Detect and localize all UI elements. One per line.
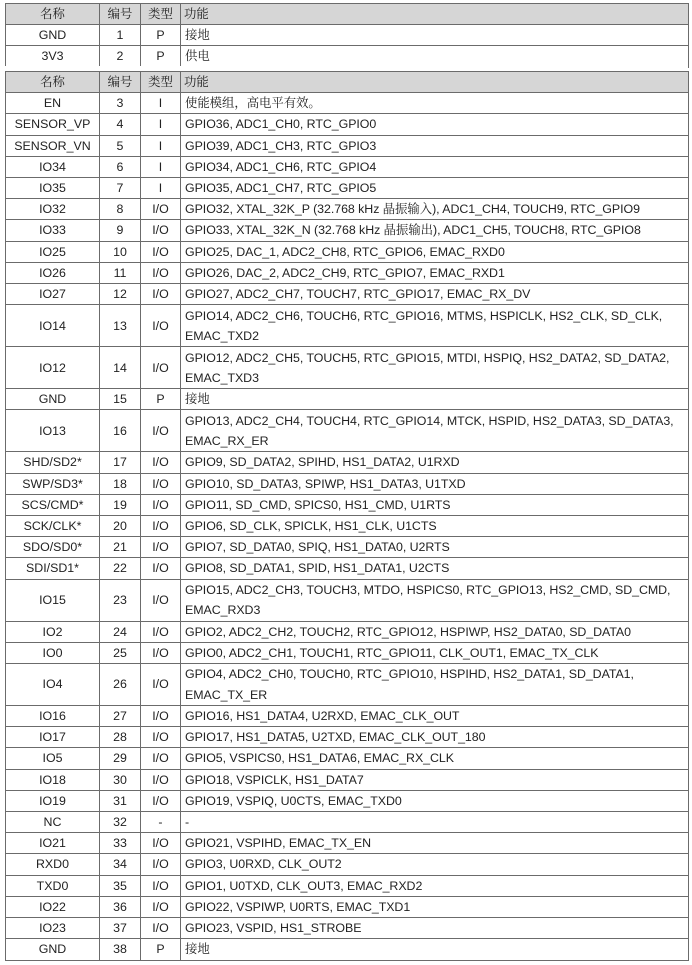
pin-number-cell: 27 (100, 706, 141, 727)
table-row (6, 262, 689, 283)
pin-function-cell: - (181, 812, 689, 833)
table-row (6, 284, 689, 305)
pin-function-cell: GPIO16, HS1_DATA4, U2RXD, EMAC_CLK_OUT (181, 706, 689, 727)
pin-name-cell: IO2 (6, 621, 100, 642)
pin-function-cell: 供电 (181, 46, 689, 67)
table-row (6, 389, 689, 410)
pin-function-cell: GPIO25, DAC_1, ADC2_CH8, RTC_GPIO6, EMAC_RXD0 (181, 241, 689, 262)
table-row (6, 114, 689, 135)
pin-name-cell: IO5 (6, 748, 100, 769)
pin-number-cell: 4 (100, 114, 141, 135)
table-row (6, 621, 689, 642)
pin-name-cell: IO23 (6, 918, 100, 939)
pin-name-cell: IO26 (6, 262, 100, 283)
pin-name-cell: SCK/CLK* (6, 516, 100, 537)
pin-name-cell: GND (6, 939, 100, 960)
pin-number-cell: 28 (100, 727, 141, 748)
pin-number-cell: 20 (100, 516, 141, 537)
pin-number-cell: 18 (100, 473, 141, 494)
pin-name-cell: TXD0 (6, 875, 100, 896)
table-row (6, 135, 689, 156)
pin-number-cell: 17 (100, 452, 141, 473)
gpio-pin-table (5, 71, 689, 961)
pin-number-cell: 7 (100, 178, 141, 199)
table-row (6, 25, 689, 46)
pin-name-cell: IO32 (6, 199, 100, 220)
pin-function-cell: 接地 (181, 25, 689, 46)
pin-function-cell: 接地 (181, 389, 689, 410)
pin-number-cell: 23 (100, 579, 141, 621)
table-row (6, 410, 689, 452)
table-row (6, 220, 689, 241)
table-row (6, 537, 689, 558)
table-row (6, 452, 689, 473)
table-row (6, 516, 689, 537)
table-row (6, 494, 689, 515)
table-row (6, 156, 689, 177)
pin-function-cell: GPIO27, ADC2_CH7, TOUCH7, RTC_GPIO17, EMAC_RX_DV (181, 284, 689, 305)
table-row (6, 748, 689, 769)
pin-type-cell: I/O (141, 558, 181, 579)
pin-number-cell: 15 (100, 389, 141, 410)
table-row (6, 706, 689, 727)
pin-name-cell: SCS/CMD* (6, 494, 100, 515)
pin-name-cell: IO34 (6, 156, 100, 177)
pin-name-cell: IO15 (6, 579, 100, 621)
pin-number-cell: 5 (100, 135, 141, 156)
table-row (6, 896, 689, 917)
pin-function-cell: GPIO36, ADC1_CH0, RTC_GPIO0 (181, 114, 689, 135)
table-row (6, 93, 689, 114)
pin-type-cell: P (141, 25, 181, 46)
pin-type-cell: I/O (141, 452, 181, 473)
pin-type-cell: I (141, 93, 181, 114)
pin-type-cell: P (141, 46, 181, 67)
pin-type-cell: I/O (141, 706, 181, 727)
pin-type-cell: I (141, 114, 181, 135)
header-function: 功能 (181, 4, 689, 25)
pin-type-cell: I/O (141, 516, 181, 537)
header-type: 类型 (141, 72, 181, 93)
table-row (6, 46, 689, 67)
pin-type-cell: P (141, 389, 181, 410)
power-table-header-row (6, 4, 689, 25)
table-row (6, 664, 689, 706)
table-row (6, 854, 689, 875)
pin-function-cell: GPIO35, ADC1_CH7, RTC_GPIO5 (181, 178, 689, 199)
pin-function-cell: GPIO5, VSPICS0, HS1_DATA6, EMAC_RX_CLK (181, 748, 689, 769)
pin-number-cell: 38 (100, 939, 141, 960)
pin-function-cell: GPIO7, SD_DATA0, SPIQ, HS1_DATA0, U2RTS (181, 537, 689, 558)
pin-type-cell: I/O (141, 347, 181, 389)
header-function: 功能 (181, 72, 689, 93)
pin-type-cell: I (141, 156, 181, 177)
pin-type-cell: I/O (141, 727, 181, 748)
pin-type-cell: I/O (141, 833, 181, 854)
pin-name-cell: GND (6, 389, 100, 410)
pin-number-cell: 31 (100, 790, 141, 811)
pin-function-cell: GPIO23, VSPID, HS1_STROBE (181, 918, 689, 939)
pin-number-cell: 9 (100, 220, 141, 241)
pin-function-cell: GPIO14, ADC2_CH6, TOUCH6, RTC_GPIO16, MTMS, HSPICLK, HS2_CLK, SD_CLK, EMAC_TXD2 (181, 305, 689, 347)
pin-type-cell: I/O (141, 621, 181, 642)
pin-name-cell: SWP/SD3* (6, 473, 100, 494)
table-row (6, 939, 689, 960)
table-row (6, 199, 689, 220)
pin-name-cell: SENSOR_VP (6, 114, 100, 135)
pin-type-cell: I (141, 135, 181, 156)
table-row (6, 812, 689, 833)
pin-function-cell: 使能模组，高电平有效。 (181, 93, 689, 114)
pin-name-cell: IO13 (6, 410, 100, 452)
pin-function-cell: GPIO11, SD_CMD, SPICS0, HS1_CMD, U1RTS (181, 494, 689, 515)
pin-number-cell: 13 (100, 305, 141, 347)
pin-name-cell: SHD/SD2* (6, 452, 100, 473)
pin-function-cell: GPIO0, ADC2_CH1, TOUCH1, RTC_GPIO11, CLK_OUT1, EMAC_TX_CLK (181, 642, 689, 663)
pin-number-cell: 25 (100, 642, 141, 663)
pin-function-cell: GPIO10, SD_DATA3, SPIWP, HS1_DATA3, U1TXD (181, 473, 689, 494)
pin-number-cell: 37 (100, 918, 141, 939)
pin-name-cell: IO16 (6, 706, 100, 727)
pin-number-cell: 22 (100, 558, 141, 579)
header-type: 类型 (141, 4, 181, 25)
pin-name-cell: IO12 (6, 347, 100, 389)
table-row (6, 642, 689, 663)
pin-name-cell: EN (6, 93, 100, 114)
pin-function-cell: GPIO9, SD_DATA2, SPIHD, HS1_DATA2, U1RXD (181, 452, 689, 473)
pin-number-cell: 36 (100, 896, 141, 917)
pin-function-cell: GPIO39, ADC1_CH3, RTC_GPIO3 (181, 135, 689, 156)
pin-number-cell: 19 (100, 494, 141, 515)
pin-number-cell: 16 (100, 410, 141, 452)
pin-number-cell: 8 (100, 199, 141, 220)
pin-name-cell: IO27 (6, 284, 100, 305)
pin-name-cell: IO35 (6, 178, 100, 199)
pin-number-cell: 26 (100, 664, 141, 706)
pin-name-cell: SDO/SD0* (6, 537, 100, 558)
table-row (6, 305, 689, 347)
pin-number-cell: 11 (100, 262, 141, 283)
pin-function-cell: GPIO8, SD_DATA1, SPID, HS1_DATA1, U2CTS (181, 558, 689, 579)
pin-type-cell: I/O (141, 664, 181, 706)
pin-type-cell: I/O (141, 875, 181, 896)
pin-function-cell: GPIO17, HS1_DATA5, U2TXD, EMAC_CLK_OUT_180 (181, 727, 689, 748)
header-number: 编号 (100, 4, 141, 25)
pin-function-cell: GPIO34, ADC1_CH6, RTC_GPIO4 (181, 156, 689, 177)
table-row (6, 918, 689, 939)
pin-number-cell: 29 (100, 748, 141, 769)
pin-type-cell: I/O (141, 284, 181, 305)
pin-type-cell: I/O (141, 537, 181, 558)
pin-type-cell: I/O (141, 494, 181, 515)
pin-type-cell: I/O (141, 896, 181, 917)
pin-type-cell: I/O (141, 220, 181, 241)
pin-function-cell: GPIO15, ADC2_CH3, TOUCH3, MTDO, HSPICS0, RTC_GPIO13, HS2_CMD, SD_CMD, EMAC_RXD3 (181, 579, 689, 621)
pin-function-cell: GPIO26, DAC_2, ADC2_CH9, RTC_GPIO7, EMAC_RXD1 (181, 262, 689, 283)
pin-name-cell: NC (6, 812, 100, 833)
pin-name-cell: IO19 (6, 790, 100, 811)
pin-number-cell: 34 (100, 854, 141, 875)
pin-type-cell: I/O (141, 579, 181, 621)
pin-name-cell: IO33 (6, 220, 100, 241)
table-row (6, 473, 689, 494)
table-row (6, 769, 689, 790)
pin-type-cell: I/O (141, 642, 181, 663)
pin-function-cell: GPIO18, VSPICLK, HS1_DATA7 (181, 769, 689, 790)
table-row (6, 178, 689, 199)
table-row (6, 558, 689, 579)
pin-number-cell: 33 (100, 833, 141, 854)
pin-name-cell: IO18 (6, 769, 100, 790)
pin-type-cell: I (141, 178, 181, 199)
pin-name-cell: IO0 (6, 642, 100, 663)
pin-name-cell: IO4 (6, 664, 100, 706)
pin-type-cell: I/O (141, 790, 181, 811)
pin-type-cell: I/O (141, 199, 181, 220)
pin-name-cell: IO17 (6, 727, 100, 748)
pin-type-cell: I/O (141, 241, 181, 262)
pin-number-cell: 12 (100, 284, 141, 305)
pin-function-cell: GPIO1, U0TXD, CLK_OUT3, EMAC_RXD2 (181, 875, 689, 896)
pin-number-cell: 3 (100, 93, 141, 114)
pin-name-cell: IO25 (6, 241, 100, 262)
power-table-body (6, 25, 689, 67)
pin-type-cell: I/O (141, 305, 181, 347)
pin-type-cell: I/O (141, 854, 181, 875)
pin-function-cell: 接地 (181, 939, 689, 960)
pin-type-cell: I/O (141, 410, 181, 452)
pin-number-cell: 10 (100, 241, 141, 262)
pin-name-cell: IO22 (6, 896, 100, 917)
pin-function-cell: GPIO19, VSPIQ, U0CTS, EMAC_TXD0 (181, 790, 689, 811)
pin-number-cell: 32 (100, 812, 141, 833)
header-name: 名称 (6, 4, 100, 25)
pin-function-cell: GPIO21, VSPIHD, EMAC_TX_EN (181, 833, 689, 854)
pin-type-cell: I/O (141, 262, 181, 283)
pin-name-cell: GND (6, 25, 100, 46)
pin-function-cell: GPIO2, ADC2_CH2, TOUCH2, RTC_GPIO12, HSPIWP, HS2_DATA0, SD_DATA0 (181, 621, 689, 642)
pin-type-cell: I/O (141, 473, 181, 494)
gpio-table-body (6, 93, 689, 960)
pin-type-cell: - (141, 812, 181, 833)
pin-number-cell: 1 (100, 25, 141, 46)
table-row (6, 875, 689, 896)
pin-name-cell: RXD0 (6, 854, 100, 875)
pin-type-cell: I/O (141, 918, 181, 939)
gpio-table-header-row (6, 72, 689, 93)
pin-number-cell: 35 (100, 875, 141, 896)
pin-number-cell: 24 (100, 621, 141, 642)
pin-name-cell: IO21 (6, 833, 100, 854)
table-row (6, 347, 689, 389)
pin-function-cell: GPIO6, SD_CLK, SPICLK, HS1_CLK, U1CTS (181, 516, 689, 537)
pin-number-cell: 21 (100, 537, 141, 558)
pin-number-cell: 30 (100, 769, 141, 790)
pin-function-cell: GPIO22, VSPIWP, U0RTS, EMAC_TXD1 (181, 896, 689, 917)
table-row (6, 241, 689, 262)
table-row (6, 833, 689, 854)
pin-function-cell: GPIO32, XTAL_32K_P (32.768 kHz 晶振输入), ADC1_CH4, TOUCH9, RTC_GPIO9 (181, 199, 689, 220)
pin-function-cell: GPIO13, ADC2_CH4, TOUCH4, RTC_GPIO14, MTCK, HSPID, HS2_DATA3, SD_DATA3, EMAC_RX_ER (181, 410, 689, 452)
table-row (6, 727, 689, 748)
pin-type-cell: I/O (141, 769, 181, 790)
pin-name-cell: 3V3 (6, 46, 100, 67)
pin-function-cell: GPIO12, ADC2_CH5, TOUCH5, RTC_GPIO15, MTDI, HSPIQ, HS2_DATA2, SD_DATA2, EMAC_TXD3 (181, 347, 689, 389)
header-number: 编号 (100, 72, 141, 93)
pin-type-cell: P (141, 939, 181, 960)
header-name: 名称 (6, 72, 100, 93)
pin-name-cell: IO14 (6, 305, 100, 347)
pin-name-cell: SDI/SD1* (6, 558, 100, 579)
pin-function-cell: GPIO3, U0RXD, CLK_OUT2 (181, 854, 689, 875)
table-row (6, 579, 689, 621)
power-pin-table (5, 3, 689, 68)
pin-type-cell: I/O (141, 748, 181, 769)
pin-function-cell: GPIO33, XTAL_32K_N (32.768 kHz 晶振输出), ADC1_CH5, TOUCH8, RTC_GPIO8 (181, 220, 689, 241)
pin-number-cell: 6 (100, 156, 141, 177)
pin-function-cell: GPIO4, ADC2_CH0, TOUCH0, RTC_GPIO10, HSPIHD, HS2_DATA1, SD_DATA1, EMAC_TX_ER (181, 664, 689, 706)
pin-number-cell: 14 (100, 347, 141, 389)
table-row (6, 790, 689, 811)
pin-name-cell: SENSOR_VN (6, 135, 100, 156)
pin-number-cell: 2 (100, 46, 141, 67)
